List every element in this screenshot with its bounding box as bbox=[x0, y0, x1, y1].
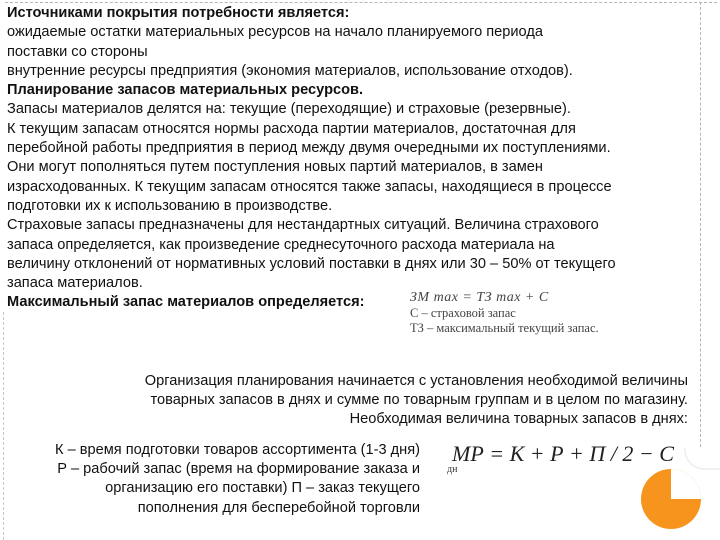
text-line: К текущим запасам относятся нормы расхода партии материалов, достаточная для bbox=[7, 120, 576, 137]
organization-text-block bbox=[70, 372, 688, 430]
corner-decoration-arc bbox=[684, 448, 720, 470]
text-line: запаса определяется, как произведение среднесуточного расхода материала на bbox=[7, 236, 555, 253]
text-line: Они могут пополняться путем поступления новых партий материалов, в замен bbox=[7, 159, 543, 176]
text-line: ожидаемые остатки материальных ресурсов на начало планируемого периода bbox=[7, 24, 543, 41]
heading-max-stock: Максимальный запас материалов определяется: bbox=[7, 294, 365, 311]
stock-days-formula-subscript: дн bbox=[447, 464, 458, 475]
text-line: внутренние ресурсы предприятия (экономия материалов, использование отходов). bbox=[7, 62, 573, 79]
orange-circle-decoration bbox=[640, 468, 702, 530]
formula-legend bbox=[10, 441, 420, 518]
text-line: израсходованных. К текущим запасам относятся также запасы, находящиеся в процессе bbox=[7, 178, 612, 195]
legend-line: К – время подготовки товаров ассортимента (1-3 дня) bbox=[55, 442, 420, 458]
text-line: Необходимая величина товарных запасов в днях: bbox=[349, 411, 688, 428]
text-line: Организация планирования начинается с установления необходимой величины bbox=[144, 373, 688, 389]
text-line: Страховые запасы предназначены для нестандартных ситуаций. Величина страхового bbox=[7, 217, 599, 234]
text-line: подготовки их к использованию в производстве. bbox=[7, 197, 333, 214]
text-line: перебойной работы предприятия в период между двумя очередными их поступлениями. bbox=[7, 140, 611, 157]
text-line: величину отклонений от нормативных условий поставки в днях или 30 – 50% от текущего bbox=[7, 255, 616, 272]
legend-line: пополнения для бесперебойной торговли bbox=[137, 499, 420, 516]
legend-line: Р – рабочий запас (время на формирование заказа и bbox=[57, 461, 420, 478]
text-line: товарных запасов в днях и сумме по товарным группам и в целом по магазину. bbox=[150, 392, 688, 409]
text-line: Запасы материалов делятся на: текущие (переходящие) и страховые (резервные). bbox=[7, 101, 571, 118]
max-stock-formula bbox=[410, 290, 660, 336]
main-text-block bbox=[7, 4, 697, 313]
text-line: запаса материалов. bbox=[7, 275, 143, 292]
circle-cutout-shape bbox=[671, 469, 701, 499]
frame-right-border bbox=[700, 2, 701, 457]
formula-note-safety-stock: С – страховой запас bbox=[410, 306, 516, 320]
frame-left-border bbox=[3, 312, 4, 540]
heading-sources: Источниками покрытия потребности является: bbox=[7, 5, 350, 21]
formula-note-current-stock: ТЗ – максимальный текущий запас. bbox=[410, 321, 599, 335]
frame-top-border bbox=[5, 2, 717, 3]
stock-days-formula: МР = К + Р + П / 2 − С bbox=[452, 441, 674, 466]
heading-planning: Планирование запасов материальных ресурсов. bbox=[7, 82, 364, 99]
max-stock-formula-expression: ЗМ max = ТЗ max + С bbox=[410, 290, 549, 305]
legend-line: организацию его поставки) П – заказ текущего bbox=[105, 480, 420, 497]
text-line: поставки со стороны bbox=[7, 43, 148, 60]
